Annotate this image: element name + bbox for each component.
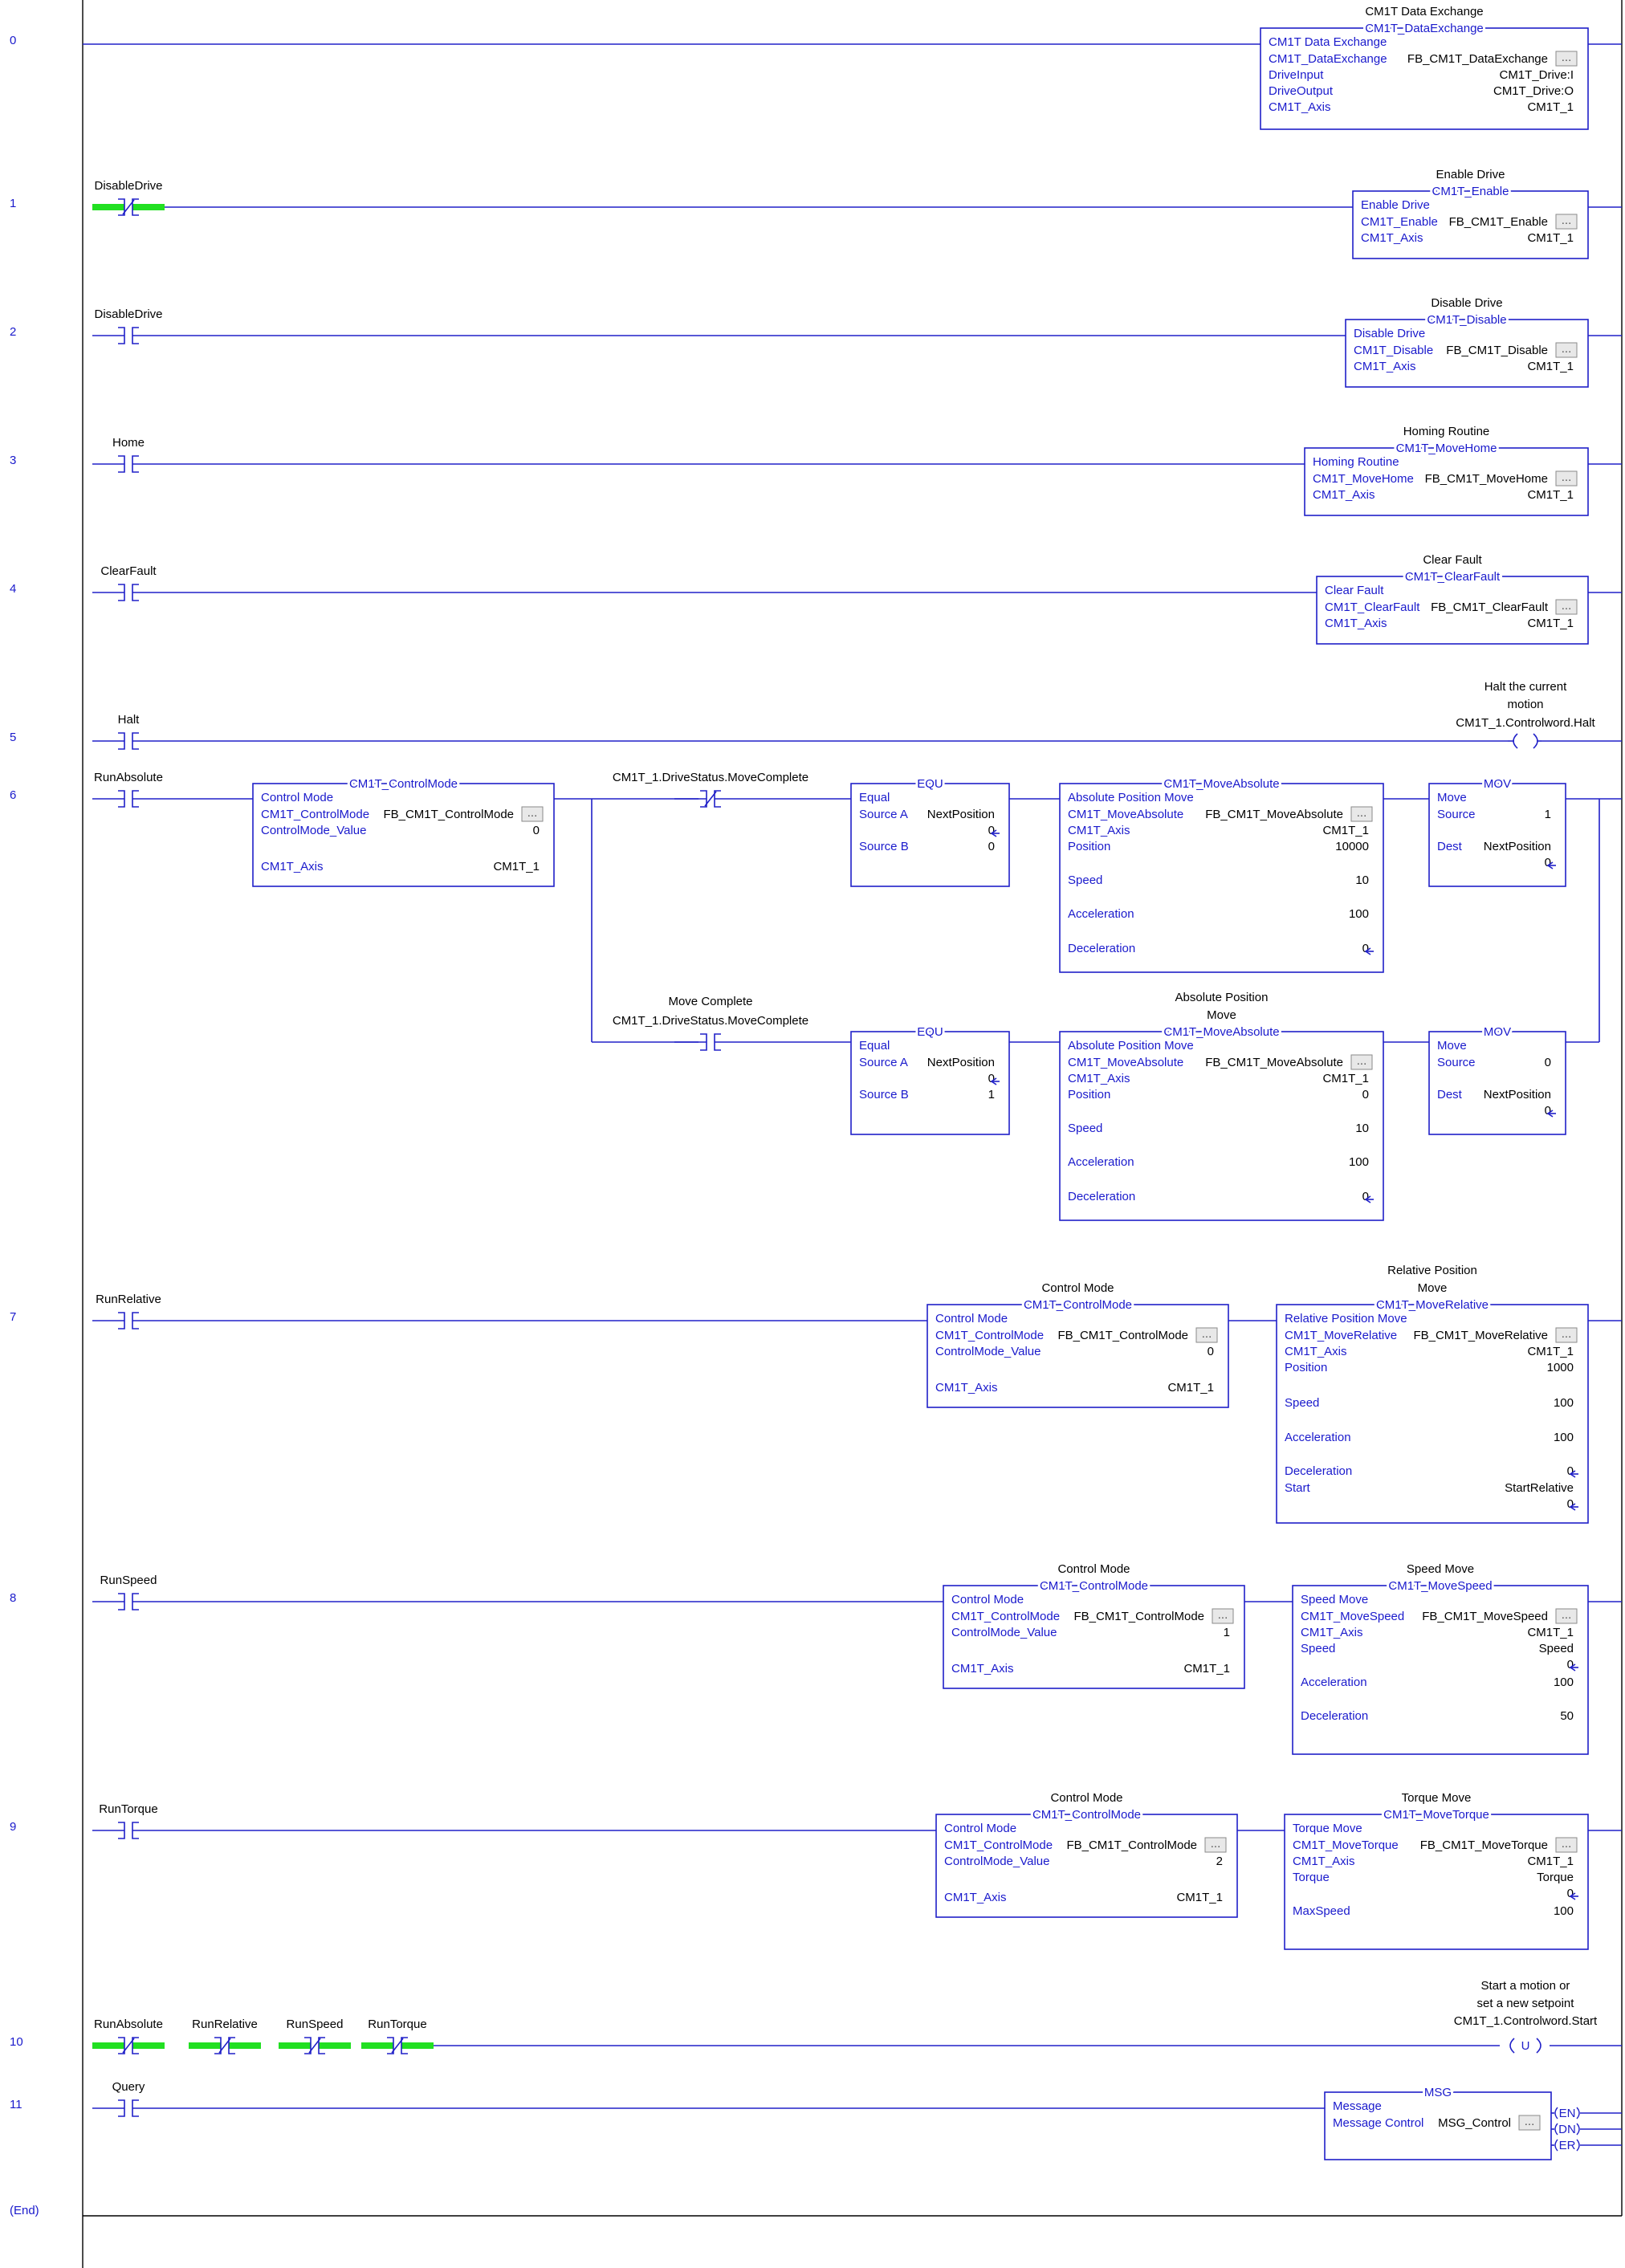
ellipsis-label[interactable]: ... bbox=[1356, 1054, 1367, 1068]
contact-description: Move Complete bbox=[668, 995, 753, 1008]
param-name: Dest bbox=[1437, 1088, 1462, 1101]
param-name: Speed bbox=[1068, 873, 1103, 887]
param-name: CM1T_MoveSpeed bbox=[1301, 1610, 1405, 1623]
contact-xio[interactable] bbox=[361, 2038, 434, 2054]
output-bracket-icon bbox=[1555, 2123, 1558, 2135]
param-value: 0 bbox=[1207, 1345, 1214, 1358]
instruction-title: Absolute Position bbox=[1175, 991, 1269, 1004]
instruction-title: Control Mode bbox=[1041, 1281, 1114, 1295]
param-name: Clear Fault bbox=[1325, 584, 1384, 597]
energized-bar bbox=[401, 2042, 434, 2049]
param-name: CM1T_Axis bbox=[1068, 1072, 1130, 1085]
contact-xio[interactable] bbox=[279, 2038, 351, 2054]
param-name: Control Mode bbox=[944, 1822, 1017, 1835]
param-name: Source B bbox=[859, 840, 909, 853]
contact-tag[interactable]: ClearFault bbox=[100, 564, 157, 578]
param-value: CM1T_1 bbox=[1322, 824, 1369, 837]
energized-bar bbox=[92, 204, 124, 210]
rung-number[interactable]: 7 bbox=[10, 1310, 17, 1324]
contact-xic[interactable] bbox=[92, 456, 165, 472]
param-name: CM1T_Axis bbox=[1301, 1626, 1363, 1639]
param-value: 0 bbox=[1362, 1190, 1369, 1203]
instruction-title: Control Mode bbox=[1050, 1791, 1123, 1805]
param-name: Source bbox=[1437, 808, 1476, 821]
energized-bar bbox=[92, 2042, 124, 2049]
output-bracket-icon bbox=[1577, 2123, 1579, 2135]
param-name: CM1T Data Exchange bbox=[1269, 35, 1387, 49]
param-name: Position bbox=[1285, 1361, 1328, 1374]
coil-tag[interactable]: CM1T_1.Controlword.Halt bbox=[1456, 716, 1595, 730]
param-name: CM1T_ClearFault bbox=[1325, 601, 1420, 614]
param-name: ControlMode_Value bbox=[935, 1345, 1041, 1358]
ellipsis-label[interactable]: ... bbox=[1561, 1608, 1572, 1622]
param-value: StartRelative bbox=[1505, 1481, 1574, 1495]
param-value: 100 bbox=[1553, 1904, 1574, 1918]
param-name: Deceleration bbox=[1301, 1709, 1369, 1723]
param-value: Speed bbox=[1538, 1642, 1574, 1655]
param-name: CM1T_ControlMode bbox=[935, 1329, 1045, 1342]
instruction-title: Clear Fault bbox=[1423, 553, 1482, 567]
param-value: FB_CM1T_Enable bbox=[1448, 215, 1548, 229]
param-name: Speed bbox=[1301, 1642, 1336, 1655]
param-value: FB_CM1T_MoveAbsolute bbox=[1205, 808, 1343, 821]
instruction-title: Enable Drive bbox=[1436, 168, 1505, 181]
param-value: FB_CM1T_ControlMode bbox=[1073, 1610, 1204, 1623]
param-name: MaxSpeed bbox=[1293, 1904, 1350, 1918]
param-name: Dest bbox=[1437, 840, 1462, 853]
instruction-name: EQU bbox=[917, 1025, 943, 1039]
contact-xio[interactable] bbox=[189, 2038, 261, 2054]
instruction-title: Disable Drive bbox=[1431, 296, 1503, 310]
param-value: CM1T_1 bbox=[1527, 1345, 1574, 1358]
param-value: 0 bbox=[1566, 1464, 1574, 1478]
contact-tag[interactable]: CM1T_1.DriveStatus.MoveComplete bbox=[612, 771, 809, 784]
param-name: CM1T_MoveHome bbox=[1313, 472, 1414, 486]
param-value: 50 bbox=[1560, 1709, 1574, 1723]
instruction-name: MSG bbox=[1423, 2086, 1452, 2099]
param-name: Acceleration bbox=[1068, 907, 1134, 921]
param-value: CM1T_1 bbox=[1176, 1891, 1223, 1904]
param-name: CM1T_MoveAbsolute bbox=[1068, 1056, 1184, 1069]
instruction-name: CM1T_MoveHome bbox=[1395, 442, 1497, 455]
param-value: 1 bbox=[1223, 1626, 1230, 1639]
param-value: CM1T_1 bbox=[1322, 1072, 1369, 1085]
param-name: Control Mode bbox=[935, 1312, 1008, 1325]
param-name: Acceleration bbox=[1285, 1431, 1351, 1444]
contact-xic[interactable] bbox=[92, 733, 165, 749]
param-name: Enable Drive bbox=[1361, 198, 1430, 212]
param-name: Source bbox=[1437, 1056, 1476, 1069]
param-value: CM1T_1 bbox=[1527, 231, 1574, 245]
coil-tag[interactable]: CM1T_1.Controlword.Start bbox=[1453, 2014, 1598, 2028]
param-name: CM1T_Axis bbox=[1285, 1345, 1347, 1358]
param-value: 2 bbox=[1216, 1855, 1223, 1868]
param-name: CM1T_Enable bbox=[1361, 215, 1438, 229]
ellipsis-label[interactable]: ... bbox=[1561, 599, 1572, 613]
contact-tag[interactable]: RunRelative bbox=[192, 2018, 258, 2031]
instruction-name: CM1T_ControlMode bbox=[348, 777, 458, 791]
param-name: Deceleration bbox=[1068, 942, 1136, 955]
param-name: CM1T_Axis bbox=[1269, 100, 1331, 114]
param-value: 0 bbox=[1566, 1887, 1574, 1900]
param-value: 10000 bbox=[1335, 840, 1369, 853]
param-value: 0 bbox=[1362, 942, 1369, 955]
contact-xic[interactable] bbox=[92, 1822, 165, 1838]
energized-bar bbox=[132, 2042, 165, 2049]
param-name: CM1T_ControlMode bbox=[261, 808, 370, 821]
param-value: 100 bbox=[1553, 1676, 1574, 1689]
param-value: NextPosition bbox=[1483, 1088, 1551, 1101]
ellipsis-label[interactable]: ... bbox=[1524, 2115, 1535, 2128]
param-name: Move bbox=[1437, 1039, 1467, 1053]
rung-number[interactable]: 3 bbox=[10, 454, 17, 467]
param-value: FB_CM1T_MoveHome bbox=[1424, 472, 1548, 486]
contact-tag[interactable]: Query bbox=[112, 2080, 145, 2094]
contact-tag[interactable]: RunTorque bbox=[99, 1802, 158, 1816]
param-name: CM1T_Axis bbox=[951, 1662, 1014, 1676]
instruction-name: CM1T_MoveTorque bbox=[1383, 1808, 1489, 1822]
param-name: CM1T_Disable bbox=[1354, 344, 1434, 357]
param-value: 100 bbox=[1348, 907, 1369, 921]
instruction-title: Control Mode bbox=[1057, 1562, 1130, 1576]
instruction-name: CM1T_MoveRelative bbox=[1375, 1298, 1489, 1312]
param-name: CM1T_Axis bbox=[261, 860, 324, 873]
coil-icon[interactable] bbox=[1537, 2038, 1541, 2053]
param-value: FB_CM1T_ClearFault bbox=[1431, 601, 1548, 614]
instruction-name: CM1T_ControlMode bbox=[1039, 1579, 1149, 1593]
instruction-name: MOV bbox=[1483, 777, 1512, 791]
instruction-name: CM1T_DataExchange bbox=[1365, 22, 1484, 35]
instruction-name: CM1T_MoveAbsolute bbox=[1163, 1025, 1280, 1039]
ellipsis-label[interactable]: ... bbox=[1561, 1837, 1572, 1851]
instruction-name: CM1T_ClearFault bbox=[1404, 570, 1501, 584]
param-value: Torque bbox=[1537, 1871, 1574, 1884]
contact-xic[interactable] bbox=[92, 1313, 165, 1329]
param-name: Torque bbox=[1293, 1871, 1330, 1884]
param-name: Position bbox=[1068, 1088, 1111, 1101]
param-value: 0 bbox=[1566, 1497, 1574, 1511]
param-name: Equal bbox=[859, 791, 890, 804]
param-name: Disable Drive bbox=[1354, 327, 1426, 340]
param-name: Relative Position Move bbox=[1285, 1312, 1407, 1325]
contact-tag[interactable]: DisableDrive bbox=[94, 307, 163, 321]
param-name: CM1T_MoveRelative bbox=[1285, 1329, 1398, 1342]
contact-xic[interactable] bbox=[92, 584, 165, 601]
rung-number[interactable]: (End) bbox=[10, 2204, 39, 2217]
param-name: Control Mode bbox=[951, 1593, 1024, 1606]
coil-description: motion bbox=[1507, 698, 1544, 711]
instruction-title: Relative Position bbox=[1387, 1264, 1477, 1277]
ellipsis-label[interactable]: ... bbox=[1561, 214, 1572, 227]
energized-bar bbox=[319, 2042, 351, 2049]
energized-bar bbox=[189, 2042, 221, 2049]
coil-icon[interactable] bbox=[1510, 2038, 1514, 2053]
contact-xio[interactable] bbox=[674, 791, 747, 807]
param-value: 0 bbox=[1544, 856, 1551, 869]
param-value: CM1T_Drive:O bbox=[1493, 84, 1574, 98]
param-name: Absolute Position Move bbox=[1068, 791, 1194, 804]
instruction-name: MOV bbox=[1483, 1025, 1512, 1039]
param-name: Start bbox=[1285, 1481, 1310, 1495]
param-value: NextPosition bbox=[927, 808, 995, 821]
contact-xic[interactable] bbox=[92, 791, 165, 807]
param-name: CM1T_Axis bbox=[935, 1381, 998, 1395]
contact-xio[interactable] bbox=[92, 199, 165, 215]
ellipsis-label[interactable]: ... bbox=[1217, 1608, 1228, 1622]
contact-tag[interactable]: RunSpeed bbox=[286, 2018, 344, 2031]
param-value: 100 bbox=[1553, 1396, 1574, 1410]
param-name: Position bbox=[1068, 840, 1111, 853]
param-value: FB_CM1T_DataExchange bbox=[1407, 52, 1548, 66]
status-output: ER bbox=[1558, 2139, 1576, 2152]
rung-number[interactable]: 6 bbox=[10, 788, 17, 802]
param-name: Control Mode bbox=[261, 791, 334, 804]
param-value: FB_CM1T_MoveAbsolute bbox=[1205, 1056, 1343, 1069]
rung-number[interactable]: 5 bbox=[10, 731, 17, 744]
param-name: ControlMode_Value bbox=[951, 1626, 1057, 1639]
param-name: Source A bbox=[859, 1056, 908, 1069]
coil-description: Start a motion or bbox=[1480, 1979, 1570, 1993]
ellipsis-label[interactable]: ... bbox=[1561, 1327, 1572, 1341]
instruction-name: CM1T_MoveSpeed bbox=[1388, 1579, 1493, 1593]
contact-tag[interactable]: Home bbox=[112, 436, 145, 450]
param-name: CM1T_Axis bbox=[1354, 360, 1416, 373]
param-name: CM1T_Axis bbox=[1068, 824, 1130, 837]
param-value: FB_CM1T_ControlMode bbox=[383, 808, 514, 821]
contact-xic[interactable] bbox=[92, 1594, 165, 1610]
contact-tag[interactable]: RunAbsolute bbox=[94, 2018, 163, 2031]
param-value: 10 bbox=[1355, 873, 1369, 887]
rung-number[interactable]: 9 bbox=[10, 1820, 17, 1834]
param-value: FB_CM1T_MoveTorque bbox=[1419, 1838, 1548, 1852]
param-name: Source B bbox=[859, 1088, 909, 1101]
ellipsis-label[interactable]: ... bbox=[1210, 1837, 1221, 1851]
coil-symbol: U bbox=[1521, 2039, 1530, 2053]
ellipsis-label[interactable]: ... bbox=[1356, 806, 1367, 820]
contact-xio[interactable] bbox=[92, 2038, 165, 2054]
param-name: CM1T_ControlMode bbox=[951, 1610, 1061, 1623]
contact-tag[interactable]: RunAbsolute bbox=[94, 771, 163, 784]
rung-number[interactable]: 10 bbox=[10, 2035, 23, 2049]
rung-number[interactable]: 2 bbox=[10, 325, 17, 339]
param-value: CM1T_1 bbox=[1527, 617, 1574, 630]
param-value: FB_CM1T_ControlMode bbox=[1066, 1838, 1197, 1852]
instruction-name: CM1T_MoveAbsolute bbox=[1163, 777, 1280, 791]
rung-number[interactable]: 1 bbox=[10, 197, 17, 210]
param-name: Deceleration bbox=[1285, 1464, 1353, 1478]
param-value: 0 bbox=[988, 824, 995, 837]
param-value: CM1T_1 bbox=[1527, 1855, 1574, 1868]
param-name: ControlMode_Value bbox=[944, 1855, 1050, 1868]
param-name: CM1T_Axis bbox=[944, 1891, 1007, 1904]
param-value: 0 bbox=[1362, 1088, 1369, 1101]
param-value: 10 bbox=[1355, 1122, 1369, 1135]
instruction-name: CM1T_Enable bbox=[1432, 185, 1509, 198]
param-value: 0 bbox=[1566, 1658, 1574, 1671]
instruction-title: Move bbox=[1417, 1281, 1448, 1295]
status-output: DN bbox=[1558, 2123, 1576, 2136]
ellipsis-label[interactable]: ... bbox=[1561, 470, 1572, 484]
instruction-name: CM1T_Disable bbox=[1427, 313, 1507, 327]
instruction-title: Homing Routine bbox=[1403, 425, 1490, 438]
ellipsis-label[interactable]: ... bbox=[1201, 1327, 1212, 1341]
param-value: CM1T_1 bbox=[1527, 488, 1574, 502]
param-name: Acceleration bbox=[1301, 1676, 1367, 1689]
contact-tag[interactable]: DisableDrive bbox=[94, 179, 163, 193]
param-name: CM1T_Axis bbox=[1293, 1855, 1355, 1868]
param-name: CM1T_Axis bbox=[1361, 231, 1423, 245]
energized-bar bbox=[279, 2042, 311, 2049]
param-value: NextPosition bbox=[927, 1056, 995, 1069]
param-name: CM1T_DataExchange bbox=[1269, 52, 1387, 66]
output-bracket-icon bbox=[1577, 2107, 1579, 2119]
param-name: Equal bbox=[859, 1039, 890, 1053]
param-value: CM1T_1 bbox=[1183, 1662, 1230, 1676]
param-name: CM1T_MoveTorque bbox=[1293, 1838, 1399, 1852]
output-bracket-icon bbox=[1555, 2107, 1558, 2119]
param-value: 0 bbox=[988, 1072, 995, 1085]
param-name: Speed Move bbox=[1301, 1593, 1369, 1606]
param-value: CM1T_1 bbox=[493, 860, 540, 873]
param-value: 100 bbox=[1348, 1155, 1369, 1169]
rung-number[interactable]: 4 bbox=[10, 582, 17, 596]
instruction-title: Torque Move bbox=[1401, 1791, 1472, 1805]
param-value: 0 bbox=[988, 840, 995, 853]
param-name: Source A bbox=[859, 808, 908, 821]
contact-xic[interactable] bbox=[674, 1034, 747, 1050]
output-bracket-icon bbox=[1555, 2140, 1558, 2151]
contact-tag[interactable]: RunRelative bbox=[96, 1293, 161, 1306]
param-value: CM1T_1 bbox=[1527, 100, 1574, 114]
ellipsis-label[interactable]: ... bbox=[1561, 51, 1572, 64]
param-name: CM1T_Axis bbox=[1325, 617, 1387, 630]
status-output: EN bbox=[1558, 2107, 1576, 2120]
contact-tag[interactable]: RunTorque bbox=[368, 2018, 427, 2031]
param-value: 100 bbox=[1553, 1431, 1574, 1444]
param-value: CM1T_Drive:I bbox=[1499, 68, 1574, 82]
param-value: 0 bbox=[1544, 1104, 1551, 1118]
param-name: Move bbox=[1437, 791, 1467, 804]
contact-xic[interactable] bbox=[92, 328, 165, 344]
param-name: DriveInput bbox=[1269, 68, 1324, 82]
instruction-title: Speed Move bbox=[1406, 1562, 1475, 1576]
coil-description: Halt the current bbox=[1484, 680, 1567, 694]
param-name: CM1T_ControlMode bbox=[944, 1838, 1053, 1852]
rung-number[interactable]: 0 bbox=[10, 34, 17, 47]
instruction-name: CM1T_ControlMode bbox=[1023, 1298, 1133, 1312]
output-bracket-icon bbox=[1577, 2140, 1579, 2151]
param-value: FB_CM1T_ControlMode bbox=[1057, 1329, 1188, 1342]
param-name: Absolute Position Move bbox=[1068, 1039, 1194, 1053]
param-value: FB_CM1T_MoveRelative bbox=[1413, 1329, 1548, 1342]
energized-bar bbox=[361, 2042, 393, 2049]
contact-tag[interactable]: Halt bbox=[117, 713, 140, 727]
contact-tag[interactable]: RunSpeed bbox=[100, 1574, 157, 1587]
param-name: Deceleration bbox=[1068, 1190, 1136, 1203]
instruction-title: Move bbox=[1207, 1008, 1236, 1022]
param-name: Torque Move bbox=[1293, 1822, 1362, 1835]
param-value: 1 bbox=[988, 1088, 995, 1101]
param-value: MSG_Control bbox=[1438, 2116, 1511, 2130]
param-name: ControlMode_Value bbox=[261, 824, 367, 837]
instruction-name: CM1T_ControlMode bbox=[1032, 1808, 1142, 1822]
param-value: FB_CM1T_Disable bbox=[1446, 344, 1548, 357]
instruction-title: CM1T Data Exchange bbox=[1365, 5, 1484, 18]
coil-description: set a new setpoint bbox=[1476, 1997, 1574, 2010]
param-name: Homing Routine bbox=[1313, 455, 1399, 469]
param-value: FB_CM1T_MoveSpeed bbox=[1422, 1610, 1548, 1623]
param-value: 1000 bbox=[1546, 1361, 1574, 1374]
param-value: 0 bbox=[532, 824, 540, 837]
rung-number[interactable]: 11 bbox=[10, 2098, 22, 2111]
energized-bar bbox=[132, 204, 165, 210]
ellipsis-label[interactable]: ... bbox=[527, 806, 538, 820]
param-name: Speed bbox=[1068, 1122, 1103, 1135]
param-value: 1 bbox=[1544, 808, 1551, 821]
contact-tag[interactable]: CM1T_1.DriveStatus.MoveComplete bbox=[612, 1014, 809, 1028]
param-name: Message Control bbox=[1333, 2116, 1424, 2130]
param-name: CM1T_Axis bbox=[1313, 488, 1375, 502]
param-value: CM1T_1 bbox=[1527, 1626, 1574, 1639]
instruction-name: EQU bbox=[917, 777, 943, 791]
param-name: Speed bbox=[1285, 1396, 1320, 1410]
param-value: NextPosition bbox=[1483, 840, 1551, 853]
energized-bar bbox=[229, 2042, 261, 2049]
ellipsis-label[interactable]: ... bbox=[1561, 342, 1572, 356]
param-value: 0 bbox=[1544, 1056, 1551, 1069]
contact-xic[interactable] bbox=[92, 2100, 165, 2116]
param-value: CM1T_1 bbox=[1527, 360, 1574, 373]
param-name: Acceleration bbox=[1068, 1155, 1134, 1169]
rung-number[interactable]: 8 bbox=[10, 1591, 17, 1605]
param-name: Message bbox=[1333, 2099, 1382, 2113]
param-name: DriveOutput bbox=[1269, 84, 1334, 98]
param-name: CM1T_MoveAbsolute bbox=[1068, 808, 1184, 821]
param-value: CM1T_1 bbox=[1167, 1381, 1214, 1395]
